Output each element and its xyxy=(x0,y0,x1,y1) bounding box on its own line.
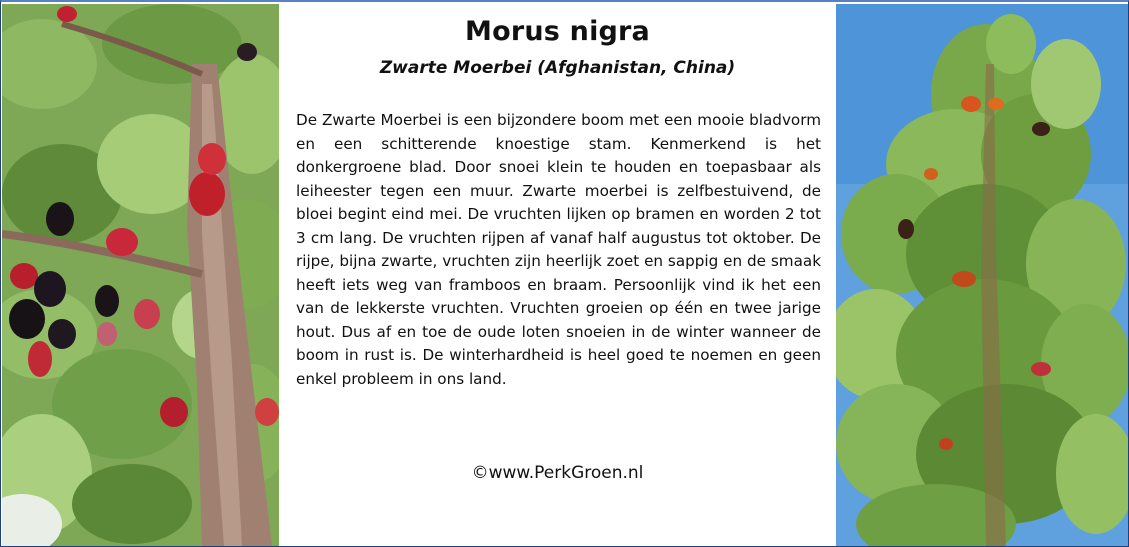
copyright-link[interactable]: ©www.PerkGroen.nl xyxy=(471,463,644,483)
mulberry-fruit-photo xyxy=(2,4,279,546)
description-panel xyxy=(279,4,836,546)
plant-description: De Zwarte Moerbei is een bijzondere boom met een mooie bladvorm en een schitterende knoestige stam. Kenmerkend is het donkergroene blad. Door snoei klein te houden en toepasbaar als leiheester tegen een muur. Zwarte moerbei is zelfbestuivend, de bloei begint eind mei. De vruchten lijken op bramen en worden 2 tot 3 cm lang. De vruchten rijpen af vanaf half augustus tot oktober. De rijpe, bijna zwarte, vruchten zijn heerlijk zoet en sappig en de smaak heeft iets weg van framboos en braam. Persoonlijk vind ik het een van de lekkerste vruchten. Vruchten groeien op één en twee jarige hout. Dus af en toe de oude loten snoeien in de winter wanneer de boom in rust is. De winterhardheid is heel goed te noemen en geen enkel probleem in ons land. xyxy=(296,111,821,388)
mulberry-tree-photo xyxy=(836,4,1128,546)
plant-subtitle: Zwarte Moerbei (Afghanistan, China) xyxy=(379,58,736,78)
plant-title: Morus nigra xyxy=(465,16,650,47)
